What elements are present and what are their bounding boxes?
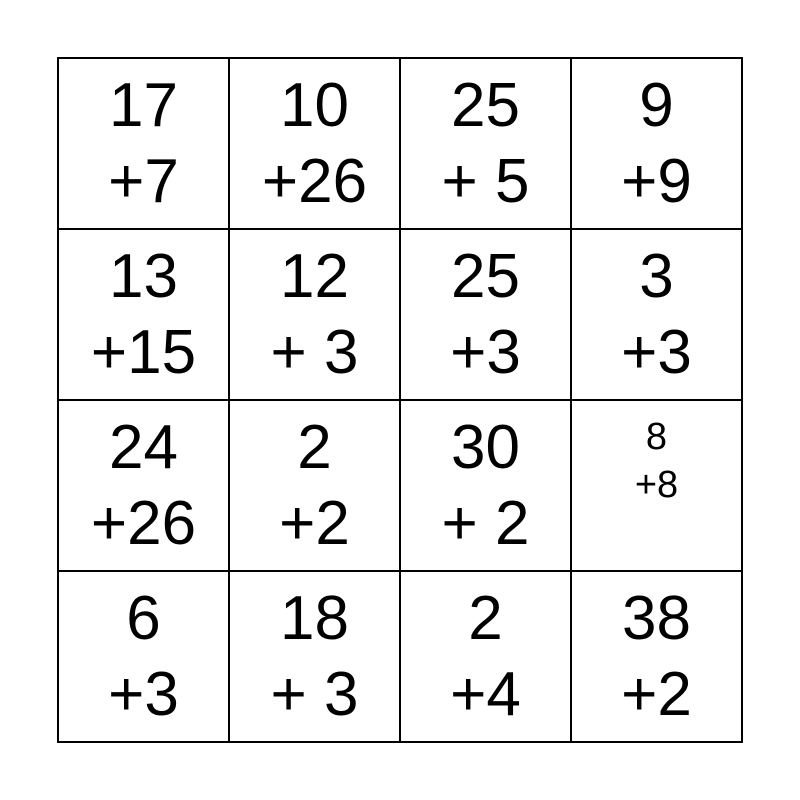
cell-top-number: 8 — [645, 416, 668, 458]
cell-top-number: 25 — [451, 70, 520, 140]
bingo-cell[interactable] — [401, 572, 572, 743]
cell-bottom-addend: +26 — [90, 488, 197, 558]
bingo-cell[interactable] — [572, 230, 743, 401]
cell-top-number: 18 — [280, 583, 349, 653]
cell-top-number: 38 — [622, 583, 691, 653]
cell-top-number: 9 — [639, 70, 674, 140]
cell-bottom-addend: + 2 — [441, 488, 530, 558]
bingo-cell[interactable] — [572, 59, 743, 230]
cell-bottom-addend: +2 — [279, 488, 350, 558]
cell-top-number: 10 — [280, 70, 349, 140]
cell-top-number: 24 — [109, 412, 178, 482]
cell-bottom-addend: +9 — [621, 146, 692, 216]
cell-bottom-addend: +15 — [90, 317, 197, 387]
bingo-cell[interactable] — [401, 230, 572, 401]
bingo-cell[interactable] — [59, 572, 230, 743]
cell-top-number: 2 — [468, 583, 503, 653]
cell-bottom-addend: +3 — [450, 317, 521, 387]
bingo-cell[interactable] — [572, 401, 743, 572]
bingo-cell[interactable] — [230, 230, 401, 401]
cell-bottom-addend: +4 — [450, 659, 521, 729]
cell-top-number: 25 — [451, 241, 520, 311]
bingo-cell[interactable] — [401, 59, 572, 230]
bingo-cell[interactable] — [230, 401, 401, 572]
cell-bottom-addend: +26 — [261, 146, 368, 216]
cell-top-number: 17 — [109, 70, 178, 140]
cell-bottom-addend: +7 — [108, 146, 179, 216]
bingo-cell[interactable] — [59, 59, 230, 230]
bingo-grid — [57, 57, 743, 743]
cell-bottom-addend: +2 — [621, 659, 692, 729]
cell-bottom-addend: + 5 — [441, 146, 530, 216]
cell-top-number: 6 — [126, 583, 161, 653]
cell-bottom-addend: +8 — [634, 464, 679, 506]
cell-bottom-addend: +3 — [621, 317, 692, 387]
cell-bottom-addend: + 3 — [270, 659, 359, 729]
cell-top-number: 12 — [280, 241, 349, 311]
cell-top-number: 30 — [451, 412, 520, 482]
bingo-cell[interactable] — [59, 401, 230, 572]
bingo-cell[interactable] — [572, 572, 743, 743]
cell-bottom-addend: + 3 — [270, 317, 359, 387]
bingo-cell[interactable] — [230, 572, 401, 743]
cell-top-number: 3 — [639, 241, 674, 311]
bingo-cell[interactable] — [401, 401, 572, 572]
bingo-cell[interactable] — [59, 230, 230, 401]
cell-top-number: 13 — [109, 241, 178, 311]
bingo-cell[interactable] — [230, 59, 401, 230]
cell-top-number: 2 — [297, 412, 332, 482]
cell-bottom-addend: +3 — [108, 659, 179, 729]
